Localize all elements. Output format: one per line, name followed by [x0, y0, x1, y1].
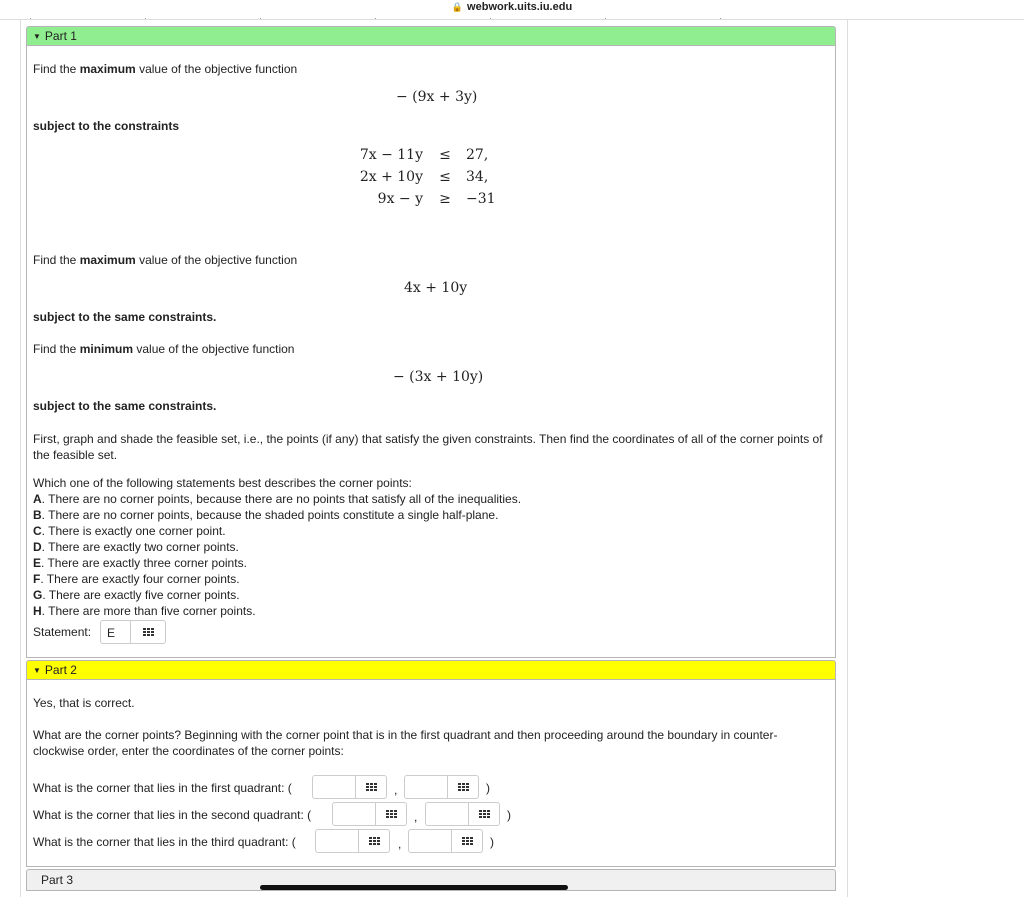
corner-q1-x-input[interactable] — [312, 775, 387, 799]
address-bar[interactable] — [0, 0, 1024, 14]
close-paren: ) — [486, 781, 490, 795]
statement-value: E — [107, 626, 116, 640]
close-paren: ) — [507, 808, 511, 822]
answer-picker-button[interactable] — [451, 830, 482, 852]
instructions: First, graph and shade the feasible set, i.e., the points (if any) that satisfy the given constraints. Then find the coordinates of all of the corner points of the feasible set. — [33, 432, 823, 462]
corner-points-prompt: What are the corner points? Beginning with the corner point that is in the first quadrant and then proceeding around the boundary in counter-clockwise order, enter the coordinates of the corner points: — [33, 728, 778, 758]
answer-picker-button[interactable] — [358, 830, 389, 852]
part1-header[interactable] — [26, 26, 836, 46]
constraint-rhs: −31 — [466, 191, 496, 207]
answer-picker-button[interactable] — [468, 803, 499, 825]
objective-function-3: − (3x + 10y) — [393, 369, 484, 385]
answer-picker-button[interactable] — [355, 776, 386, 798]
home-indicator — [260, 885, 568, 890]
comma: , — [394, 783, 398, 797]
corner-q2-y-input[interactable] — [425, 802, 500, 826]
part1-title: Part 1 — [44, 29, 77, 43]
constraint-rhs: 34, — [466, 169, 489, 185]
constraint-lhs: 2x + 10y — [359, 169, 423, 185]
constraint-lhs: 7x − 11y — [359, 147, 423, 163]
grid-icon — [386, 810, 397, 819]
constraint-relation: ≤ — [439, 147, 451, 163]
part3-title: Part 3 — [41, 873, 74, 887]
option-a: A. There are no corner points, because there are no points that satisfy all of the inequalities. — [33, 492, 522, 506]
grid-icon — [369, 837, 380, 846]
url-text: webwork.uits.iu.edu — [467, 1, 573, 13]
question-1: Find the maximum value of the objective function — [33, 62, 298, 76]
constraint-rhs: 27, — [466, 147, 489, 163]
corner-q1-label: What is the corner that lies in the first quadrant: ( — [33, 781, 292, 795]
collapse-triangle-icon: ▼ — [33, 666, 41, 675]
option-e: E. There are exactly three corner points. — [33, 556, 247, 570]
comma: , — [398, 837, 402, 851]
constraints-block — [313, 147, 513, 213]
corner-q3-x-input[interactable] — [315, 829, 390, 853]
answer-picker-button[interactable] — [375, 803, 406, 825]
question-3: Find the minimum value of the objective function — [33, 342, 295, 356]
question-2: Find the maximum value of the objective function — [33, 253, 298, 267]
objective-function-2: 4x + 10y — [404, 280, 468, 296]
corner-q1-y-input[interactable] — [404, 775, 479, 799]
subject-to-label: subject to the constraints — [33, 119, 180, 133]
same-constraints-label: subject to the same constraints. — [33, 310, 217, 324]
which-prompt: Which one of the following statements best describes the corner points: — [33, 476, 412, 490]
option-g: G. There are exactly five corner points. — [33, 588, 240, 602]
lock-icon: 🔒 — [451, 2, 464, 12]
close-paren: ) — [490, 835, 494, 849]
corner-q3-y-input[interactable] — [408, 829, 483, 853]
grid-icon — [458, 783, 469, 792]
option-c: C. There is exactly one corner point. — [33, 524, 226, 538]
statement-answer-field[interactable] — [100, 620, 166, 644]
statement-label: Statement: — [33, 625, 92, 639]
grid-icon — [143, 628, 154, 637]
option-b: B. There are no corner points, because the shaded points constitute a single half-plane. — [33, 508, 499, 522]
constraint-lhs: 9x − y — [377, 191, 423, 207]
comma: , — [414, 810, 418, 824]
same-constraints-label: subject to the same constraints. — [33, 399, 217, 413]
objective-function-1: − (9x + 3y) — [396, 89, 478, 105]
corner-q2-x-input[interactable] — [332, 802, 407, 826]
option-d: D. There are exactly two corner points. — [33, 540, 239, 554]
answer-picker-button[interactable] — [447, 776, 478, 798]
part2-header[interactable] — [26, 660, 836, 680]
part2-title: Part 2 — [44, 663, 77, 677]
answer-picker-button[interactable] — [130, 621, 165, 643]
constraint-relation: ≤ — [439, 169, 451, 185]
corner-q2-label: What is the corner that lies in the second quadrant: ( — [33, 808, 312, 822]
grid-icon — [366, 783, 377, 792]
corner-q3-label: What is the corner that lies in the third quadrant: ( — [33, 835, 296, 849]
constraint-relation: ≥ — [439, 191, 451, 207]
option-h: H. There are more than five corner points. — [33, 604, 256, 618]
collapse-triangle-icon: ▼ — [33, 32, 41, 41]
grid-icon — [479, 810, 490, 819]
option-f: F. There are exactly four corner points. — [33, 572, 240, 586]
feedback-text: Yes, that is correct. — [33, 696, 135, 710]
grid-icon — [462, 837, 473, 846]
